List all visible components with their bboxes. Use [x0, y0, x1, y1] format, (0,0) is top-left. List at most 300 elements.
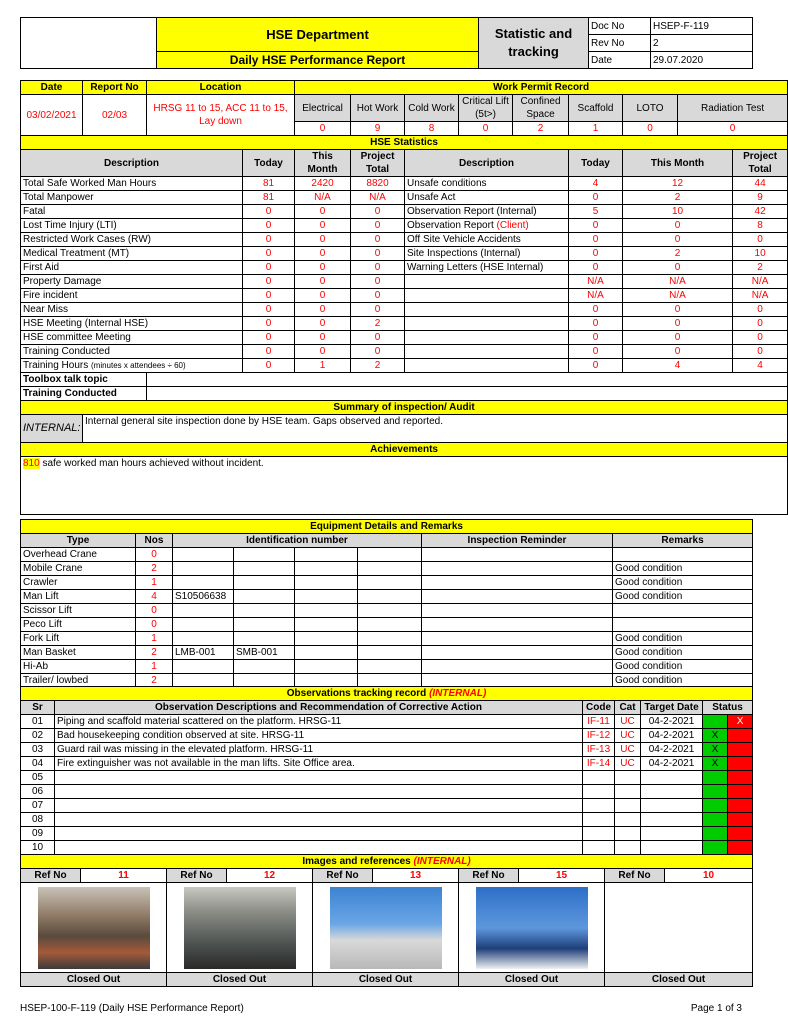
stat-description — [21, 359, 243, 373]
stats-row — [21, 275, 788, 289]
stat-today: 0 — [243, 233, 295, 247]
observations-title-tag: (INTERNAL) — [429, 688, 487, 699]
obs-target-date — [641, 799, 703, 813]
stats-project-header: Project Total — [351, 150, 405, 177]
equip-inspection — [422, 590, 613, 604]
stat-description — [21, 191, 243, 205]
equipment-row — [21, 660, 753, 674]
stat-month: 0 — [295, 331, 351, 345]
stats-row — [21, 219, 788, 233]
obs-target-date — [641, 813, 703, 827]
equip-id — [295, 604, 358, 618]
stat-month: 0 — [623, 331, 733, 345]
ref-number: 15 — [519, 869, 605, 883]
site-photo-housekeeping — [184, 887, 296, 969]
equip-type: Hi-Ab — [21, 660, 136, 674]
stat-project: 8 — [733, 219, 788, 233]
equip-remarks-header: Remarks — [613, 534, 753, 548]
permit-value: 9 — [351, 122, 405, 136]
equip-remarks: Good condition — [613, 646, 753, 660]
equipment-table — [20, 519, 753, 688]
stat-description — [405, 275, 569, 289]
obs-cat — [615, 799, 641, 813]
equip-type: Trailer/ lowbed — [21, 674, 136, 688]
observation-row — [21, 757, 753, 771]
observation-row — [21, 841, 753, 855]
date-label: Date — [589, 52, 651, 69]
equip-insp-header: Inspection Reminder — [422, 534, 613, 548]
observation-row — [21, 827, 753, 841]
stats-table — [20, 80, 788, 515]
equip-id — [173, 660, 234, 674]
stat-project: 2 — [733, 261, 788, 275]
obs-description — [55, 799, 583, 813]
equip-id — [173, 604, 234, 618]
inspection-title: Summary of inspection/ Audit — [21, 401, 788, 415]
equip-id: SMB-001 — [234, 646, 295, 660]
stats-row — [21, 233, 788, 247]
stat-description — [405, 289, 569, 303]
observation-row — [21, 729, 753, 743]
ref-number: 13 — [373, 869, 459, 883]
stat-month: 0 — [295, 345, 351, 359]
stat-project: 0 — [733, 303, 788, 317]
permit-label: Confined Space — [513, 95, 569, 122]
obs-code: IF-14 — [583, 757, 615, 771]
equip-id — [295, 562, 358, 576]
obs-sr: 06 — [21, 785, 55, 799]
equip-type: Overhead Crane — [21, 548, 136, 562]
stat-project: 0 — [351, 247, 405, 261]
stat-description-text: Observation Report (Internal) — [407, 206, 537, 217]
stat-month: 0 — [295, 219, 351, 233]
stat-description-text: Training Conducted — [23, 346, 110, 357]
equip-nos: 0 — [136, 604, 173, 618]
status-closed-cell — [703, 841, 728, 855]
achievement-body: safe worked man hours achieved without incident. — [39, 458, 264, 469]
status-open-cell — [728, 813, 753, 827]
equipment-row — [21, 618, 753, 632]
equip-id — [295, 646, 358, 660]
equip-id — [173, 576, 234, 590]
image-status: Closed Out — [167, 973, 313, 987]
report-header — [20, 17, 753, 69]
stats-row — [21, 331, 788, 345]
status-closed-cell — [703, 771, 728, 785]
stat-description — [21, 275, 243, 289]
stat-description-text: HSE Meeting (Internal HSE) — [23, 318, 149, 329]
stat-month: N/A — [623, 289, 733, 303]
obs-code — [583, 771, 615, 785]
stat-month: N/A — [623, 275, 733, 289]
status-open-cell — [728, 799, 753, 813]
stat-description — [21, 205, 243, 219]
equip-nos: 2 — [136, 646, 173, 660]
stat-description-text: Fire incident — [23, 290, 78, 301]
stats-desc-header: Description — [405, 150, 569, 177]
obs-target-date: 04-2-2021 — [641, 757, 703, 771]
permit-value: 1 — [569, 122, 623, 136]
equipment-row — [21, 632, 753, 646]
stats-row — [21, 247, 788, 261]
achievements-title: Achievements — [21, 443, 788, 457]
stat-description — [21, 331, 243, 345]
equip-id — [358, 646, 422, 660]
equip-remarks: Good condition — [613, 632, 753, 646]
obs-sr: 01 — [21, 715, 55, 729]
stat-today: 4 — [569, 177, 623, 191]
equip-id — [234, 632, 295, 646]
status-closed-cell: X — [703, 743, 728, 757]
ref-label: Ref No — [167, 869, 227, 883]
status-open-cell — [728, 841, 753, 855]
stat-description-text: Training Hours — [23, 360, 89, 371]
equip-inspection — [422, 632, 613, 646]
equip-remarks: Good condition — [613, 590, 753, 604]
logo-area — [21, 18, 157, 69]
equip-remarks: Good condition — [613, 576, 753, 590]
permit-label: Electrical — [295, 95, 351, 122]
equipment-row — [21, 562, 753, 576]
status-closed-cell — [703, 827, 728, 841]
stat-today: 0 — [243, 219, 295, 233]
obs-code-header: Code — [583, 701, 615, 715]
stat-today: 0 — [569, 191, 623, 205]
stats-today-header: Today — [569, 150, 623, 177]
obs-description: Fire extinguisher was not available in the man lifts. Site Office area. — [55, 757, 583, 771]
stat-description — [405, 345, 569, 359]
image-cell — [21, 883, 167, 973]
stat-project: 0 — [351, 289, 405, 303]
equipment-rows — [21, 548, 753, 688]
stat-description — [21, 247, 243, 261]
stat-today: 0 — [569, 345, 623, 359]
equip-nos: 0 — [136, 618, 173, 632]
obs-code: IF-13 — [583, 743, 615, 757]
equip-id — [295, 632, 358, 646]
image-cell — [459, 883, 605, 973]
report-date: 03/02/2021 — [21, 95, 83, 136]
obs-description: Guard rail was missing in the elevated platform. HRSG-11 — [55, 743, 583, 757]
equip-id — [234, 660, 295, 674]
stat-month: 0 — [623, 317, 733, 331]
work-permit-header: Work Permit Record — [295, 81, 788, 95]
ref-number: 10 — [665, 869, 753, 883]
stat-today: 0 — [243, 359, 295, 373]
obs-target-date — [641, 841, 703, 855]
equip-type: Mobile Crane — [21, 562, 136, 576]
stat-today: 0 — [243, 303, 295, 317]
equip-id — [358, 604, 422, 618]
equip-nos: 2 — [136, 562, 173, 576]
stat-project: 9 — [733, 191, 788, 205]
stat-description — [405, 317, 569, 331]
stat-month: 2 — [623, 247, 733, 261]
department-title: HSE Department — [157, 18, 479, 52]
stat-description-text: Lost Time Injury (LTI) — [23, 220, 117, 231]
permit-value: 0 — [459, 122, 513, 136]
stat-description — [21, 233, 243, 247]
equip-remarks — [613, 618, 753, 632]
stat-project: 4 — [733, 359, 788, 373]
stat-month: 2 — [623, 191, 733, 205]
stat-description-text: First Aid — [23, 262, 60, 273]
stat-project: 2 — [351, 359, 405, 373]
doc-no-value: HSEP-F-119 — [651, 18, 753, 35]
achievement-highlight: 810 — [23, 458, 40, 469]
obs-target-date — [641, 771, 703, 785]
obs-cat — [615, 813, 641, 827]
stat-project: 10 — [733, 247, 788, 261]
stat-today: 5 — [569, 205, 623, 219]
date-header: Date — [21, 81, 83, 95]
stats-row — [21, 317, 788, 331]
equip-remarks — [613, 604, 753, 618]
stat-today: 0 — [243, 247, 295, 261]
inspection-text: Internal general site inspection done by HSE team. Gaps observed and reported. — [83, 415, 788, 443]
obs-target-date — [641, 827, 703, 841]
observation-row — [21, 743, 753, 757]
stat-description — [405, 191, 569, 205]
stat-project: 0 — [351, 303, 405, 317]
equipment-row — [21, 576, 753, 590]
equip-inspection — [422, 660, 613, 674]
stat-project: 0 — [351, 261, 405, 275]
observation-row — [21, 813, 753, 827]
status-open-cell — [728, 785, 753, 799]
equip-id — [295, 660, 358, 674]
stat-month: 0 — [295, 247, 351, 261]
stat-month: 0 — [295, 205, 351, 219]
obs-sr: 10 — [21, 841, 55, 855]
stat-description-text: Warning Letters (HSE Internal) — [407, 262, 544, 273]
permit-label: Hot Work — [351, 95, 405, 122]
stats-row — [21, 177, 788, 191]
obs-target-date: 04-2-2021 — [641, 729, 703, 743]
stats-rows — [21, 177, 788, 373]
stat-today: 81 — [243, 191, 295, 205]
stat-project: 8820 — [351, 177, 405, 191]
obs-cat: UC — [615, 743, 641, 757]
stat-month: 4 — [623, 359, 733, 373]
footer-doc-ref: HSEP-100-F-119 (Daily HSE Performance Report) — [20, 1003, 244, 1014]
stat-description-text: Unsafe Act — [407, 192, 456, 203]
stat-month: 0 — [295, 233, 351, 247]
obs-code — [583, 827, 615, 841]
report-title: Daily HSE Performance Report — [157, 52, 479, 69]
equip-inspection — [422, 618, 613, 632]
stat-description — [405, 303, 569, 317]
stat-description-text: Total Manpower — [23, 192, 94, 203]
stat-description-text: HSE committee Meeting — [23, 332, 131, 343]
stat-month: 12 — [623, 177, 733, 191]
equip-id — [173, 548, 234, 562]
equip-remarks: Good condition — [613, 562, 753, 576]
obs-cat — [615, 827, 641, 841]
stats-row — [21, 205, 788, 219]
location-value: HRSG 11 to 15, ACC 11 to 15, Lay down — [147, 95, 295, 136]
obs-description — [55, 827, 583, 841]
stat-description — [405, 233, 569, 247]
equip-id — [234, 590, 295, 604]
equip-id — [358, 590, 422, 604]
stat-description-note: (Client) — [496, 220, 529, 231]
observations-title-text: Observations tracking record — [286, 688, 427, 699]
obs-description — [55, 841, 583, 855]
stat-description-text: Near Miss — [23, 304, 69, 315]
equip-type: Man Basket — [21, 646, 136, 660]
obs-code — [583, 785, 615, 799]
permit-label: Cold Work — [405, 95, 459, 122]
obs-code: IF-12 — [583, 729, 615, 743]
equip-id — [295, 618, 358, 632]
equip-nos: 0 — [136, 548, 173, 562]
obs-sr: 08 — [21, 813, 55, 827]
obs-desc-header: Observation Descriptions and Recommendation of Corrective Action — [55, 701, 583, 715]
image-cell-empty — [605, 883, 753, 973]
equip-id — [358, 576, 422, 590]
stat-description-text: Property Damage — [23, 276, 102, 287]
stat-project: N/A — [733, 275, 788, 289]
equip-inspection — [422, 646, 613, 660]
report-no-header: Report No — [83, 81, 147, 95]
equip-inspection — [422, 562, 613, 576]
equip-id — [173, 618, 234, 632]
obs-cat: UC — [615, 715, 641, 729]
equip-type: Fork Lift — [21, 632, 136, 646]
stat-project: 0 — [351, 219, 405, 233]
equipment-row — [21, 590, 753, 604]
stat-description-text: Restricted Work Cases (RW) — [23, 234, 151, 245]
equip-inspection — [422, 604, 613, 618]
ref-number: 12 — [227, 869, 313, 883]
equip-id — [358, 562, 422, 576]
stat-today: 0 — [569, 233, 623, 247]
obs-sr-header: Sr — [21, 701, 55, 715]
permit-label: Critical Lift (5t>) — [459, 95, 513, 122]
equip-id — [234, 618, 295, 632]
stat-description-text: Site Inspections (Internal) — [407, 248, 521, 259]
stats-row — [21, 359, 788, 373]
status-open-cell — [728, 827, 753, 841]
obs-sr: 05 — [21, 771, 55, 785]
training-label: Training Conducted — [21, 387, 147, 401]
obs-cat: UC — [615, 729, 641, 743]
stat-description — [21, 219, 243, 233]
status-open-cell — [728, 743, 753, 757]
training-value — [147, 387, 788, 401]
image-status: Closed Out — [459, 973, 605, 987]
equip-id — [234, 576, 295, 590]
stat-description — [405, 261, 569, 275]
equip-type-header: Type — [21, 534, 136, 548]
stat-today: 0 — [243, 289, 295, 303]
equipment-row — [21, 604, 753, 618]
images-title — [21, 855, 753, 869]
equip-id — [234, 562, 295, 576]
observations-table — [20, 686, 753, 855]
permit-label: Radiation Test — [678, 95, 788, 122]
observation-row — [21, 785, 753, 799]
images-title-text: Images and references — [302, 856, 411, 867]
image-cell — [167, 883, 313, 973]
obs-sr: 09 — [21, 827, 55, 841]
status-closed-cell: X — [703, 757, 728, 771]
equip-id — [358, 660, 422, 674]
stat-project: 44 — [733, 177, 788, 191]
stat-today: 0 — [243, 261, 295, 275]
equipment-title: Equipment Details and Remarks — [21, 520, 753, 534]
permit-value: 8 — [405, 122, 459, 136]
equip-id: LMB-001 — [173, 646, 234, 660]
stats-desc-header: Description — [21, 150, 243, 177]
equip-id — [173, 632, 234, 646]
stats-project-header: Project Total — [733, 150, 788, 177]
stat-description — [405, 331, 569, 345]
stat-description — [405, 247, 569, 261]
stat-month: 0 — [295, 261, 351, 275]
permit-value: 2 — [513, 122, 569, 136]
stat-description — [405, 219, 569, 233]
stat-description — [21, 289, 243, 303]
permit-label: Scaffold — [569, 95, 623, 122]
site-photo-guard-rail — [330, 887, 442, 969]
image-cell — [313, 883, 459, 973]
stat-description-text: Unsafe conditions — [407, 178, 487, 189]
equipment-row — [21, 646, 753, 660]
equip-remarks: Good condition — [613, 674, 753, 688]
stat-project: 0 — [351, 205, 405, 219]
obs-cat — [615, 841, 641, 855]
equip-type: Peco Lift — [21, 618, 136, 632]
stat-month: 0 — [295, 289, 351, 303]
ref-number: 11 — [81, 869, 167, 883]
permit-value: 0 — [295, 122, 351, 136]
stat-description-text: Medical Treatment (MT) — [23, 248, 130, 259]
stat-description — [405, 359, 569, 373]
stats-today-header: Today — [243, 150, 295, 177]
images-title-tag: (INTERNAL) — [413, 856, 471, 867]
stat-today: 0 — [569, 317, 623, 331]
site-photo-man-lift — [476, 887, 588, 969]
stat-month: 2420 — [295, 177, 351, 191]
stat-month: 1 — [295, 359, 351, 373]
report-number: 02/03 — [83, 95, 147, 136]
stat-project: 2 — [351, 317, 405, 331]
equip-id — [358, 618, 422, 632]
equip-id — [295, 576, 358, 590]
stat-description — [21, 345, 243, 359]
obs-target-date — [641, 785, 703, 799]
stat-project: 0 — [733, 317, 788, 331]
stat-month: 10 — [623, 205, 733, 219]
equip-id: S10506638 — [173, 590, 234, 604]
rev-no-label: Rev No — [589, 35, 651, 52]
status-open-cell — [728, 757, 753, 771]
equip-id — [173, 562, 234, 576]
stat-description — [21, 303, 243, 317]
achievements-text — [21, 457, 788, 515]
stat-description — [405, 205, 569, 219]
obs-description — [55, 785, 583, 799]
stat-month: 0 — [623, 345, 733, 359]
stat-month: 0 — [295, 317, 351, 331]
obs-code — [583, 813, 615, 827]
equip-type: Scissor Lift — [21, 604, 136, 618]
obs-sr: 04 — [21, 757, 55, 771]
stat-today: 81 — [243, 177, 295, 191]
obs-sr: 02 — [21, 729, 55, 743]
